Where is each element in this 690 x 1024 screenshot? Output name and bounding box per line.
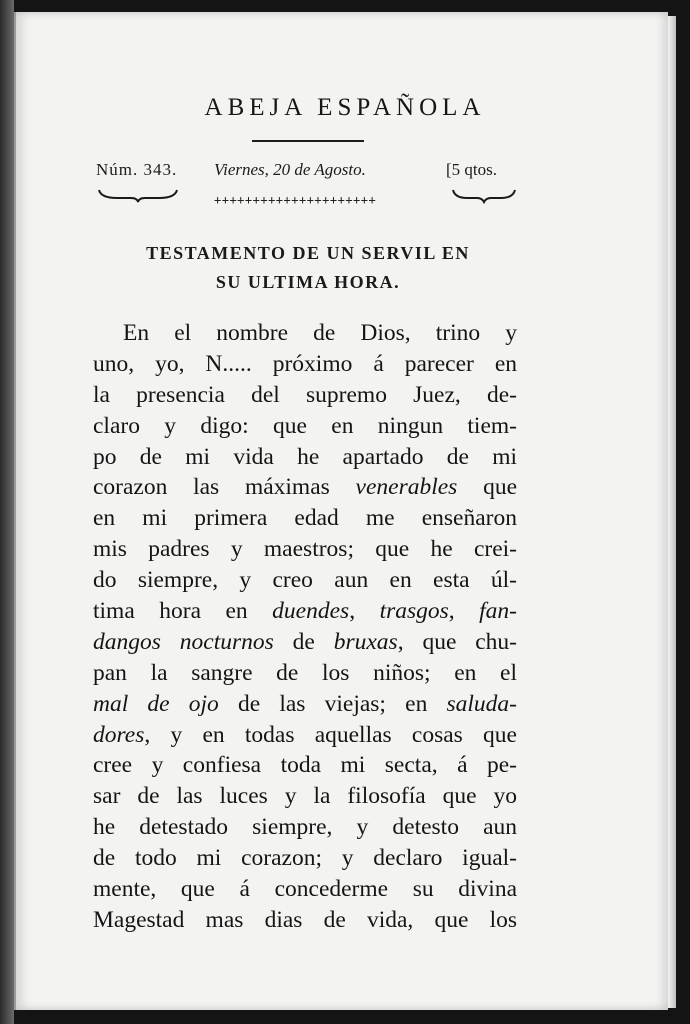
masthead-title: ABEJA ESPAÑOLA [204, 94, 486, 121]
body-text-run: corazon las máximas [93, 474, 356, 501]
body-text-run: pan la sangre de los niños; en el [93, 659, 517, 686]
body-line [93, 812, 517, 843]
body-text-run: mis padres y maestros; que he crei- [93, 536, 517, 563]
body-text-run: la presencia del supremo Juez, de- [93, 381, 517, 408]
italic-text: dangos nocturnos [93, 628, 274, 655]
body-text-run: po de mi vida he apartado de mi [93, 443, 517, 470]
body-line [93, 750, 517, 781]
body-line [93, 627, 517, 658]
body-text-run: sar de las luces y la filosofía que yo [93, 783, 517, 810]
issue-quantity: [5 qtos. [446, 160, 497, 179]
body-line [93, 874, 517, 905]
ornament-divider: +++++++++++++++++++++ [214, 193, 377, 207]
italic-text: venerables [355, 474, 458, 501]
body-line [93, 534, 517, 565]
body-text-run: do siempre, y creo aun en esta úl- [93, 567, 517, 594]
left-brace-ornament [97, 188, 179, 204]
body-text-run: de las viejas; en [218, 690, 447, 717]
body-text-run: , [448, 598, 480, 625]
body-text-run: Magestad mas dias de vida, que los [93, 906, 517, 933]
italic-text: duendes [272, 598, 350, 625]
body-line [93, 565, 517, 596]
italic-text: fan- [479, 598, 518, 625]
body-line [93, 781, 517, 812]
body-line [93, 596, 517, 627]
body-text-run: que [457, 474, 517, 501]
body-text-run: he detestado siempre, y detesto aun [93, 814, 517, 841]
body-line [93, 380, 517, 411]
italic-text: mal de ojo [93, 690, 219, 717]
body-text-run: , [349, 598, 380, 625]
body-line [93, 503, 517, 534]
right-brace-ornament [451, 188, 517, 204]
body-line [93, 411, 517, 442]
body-line [93, 349, 517, 380]
body-text-run: claro y digo: que en ningun tiem- [93, 412, 517, 439]
masthead-rule [252, 140, 364, 142]
body-line [93, 442, 517, 473]
body-line [93, 318, 517, 349]
article-title-line-1: TESTAMENTO DE UN SERVIL EN [146, 243, 470, 263]
italic-text: bruxas [333, 628, 398, 655]
body-line [93, 472, 517, 503]
body-text-run: mente, que á concederme su divina [93, 876, 517, 903]
article-title [96, 239, 520, 297]
book-spine [0, 0, 14, 1024]
body-line [93, 720, 517, 751]
article-body [93, 318, 517, 936]
body-text-run: uno, yo, N..... próximo á parecer en [93, 350, 517, 377]
body-text-run: cree y confiesa toda mi secta, á pe- [93, 752, 517, 779]
body-line [93, 689, 517, 720]
issue-date: Viernes, 20 de Agosto. [214, 160, 366, 179]
article-title-line-2: SU ULTIMA HORA. [215, 272, 401, 292]
body-text-run: en mi primera edad me enseñaron [93, 505, 517, 532]
italic-text: saluda- [446, 690, 517, 717]
body-text-run: de [273, 628, 334, 655]
italic-text: dores [93, 721, 145, 748]
issue-number: Núm. 343. [96, 160, 178, 179]
body-line [93, 843, 517, 874]
italic-text: trasgos [379, 598, 449, 625]
body-line [93, 905, 517, 936]
body-text-run: tima hora en [93, 598, 273, 625]
body-line [93, 658, 517, 689]
body-text-run: En el nombre de Dios, trino y [123, 320, 517, 346]
body-text-run: de todo mi corazon; y declaro igual- [93, 845, 517, 872]
body-text-run: , y en todas aquellas cosas que [144, 721, 517, 748]
body-text-run: , que chu- [397, 628, 518, 655]
